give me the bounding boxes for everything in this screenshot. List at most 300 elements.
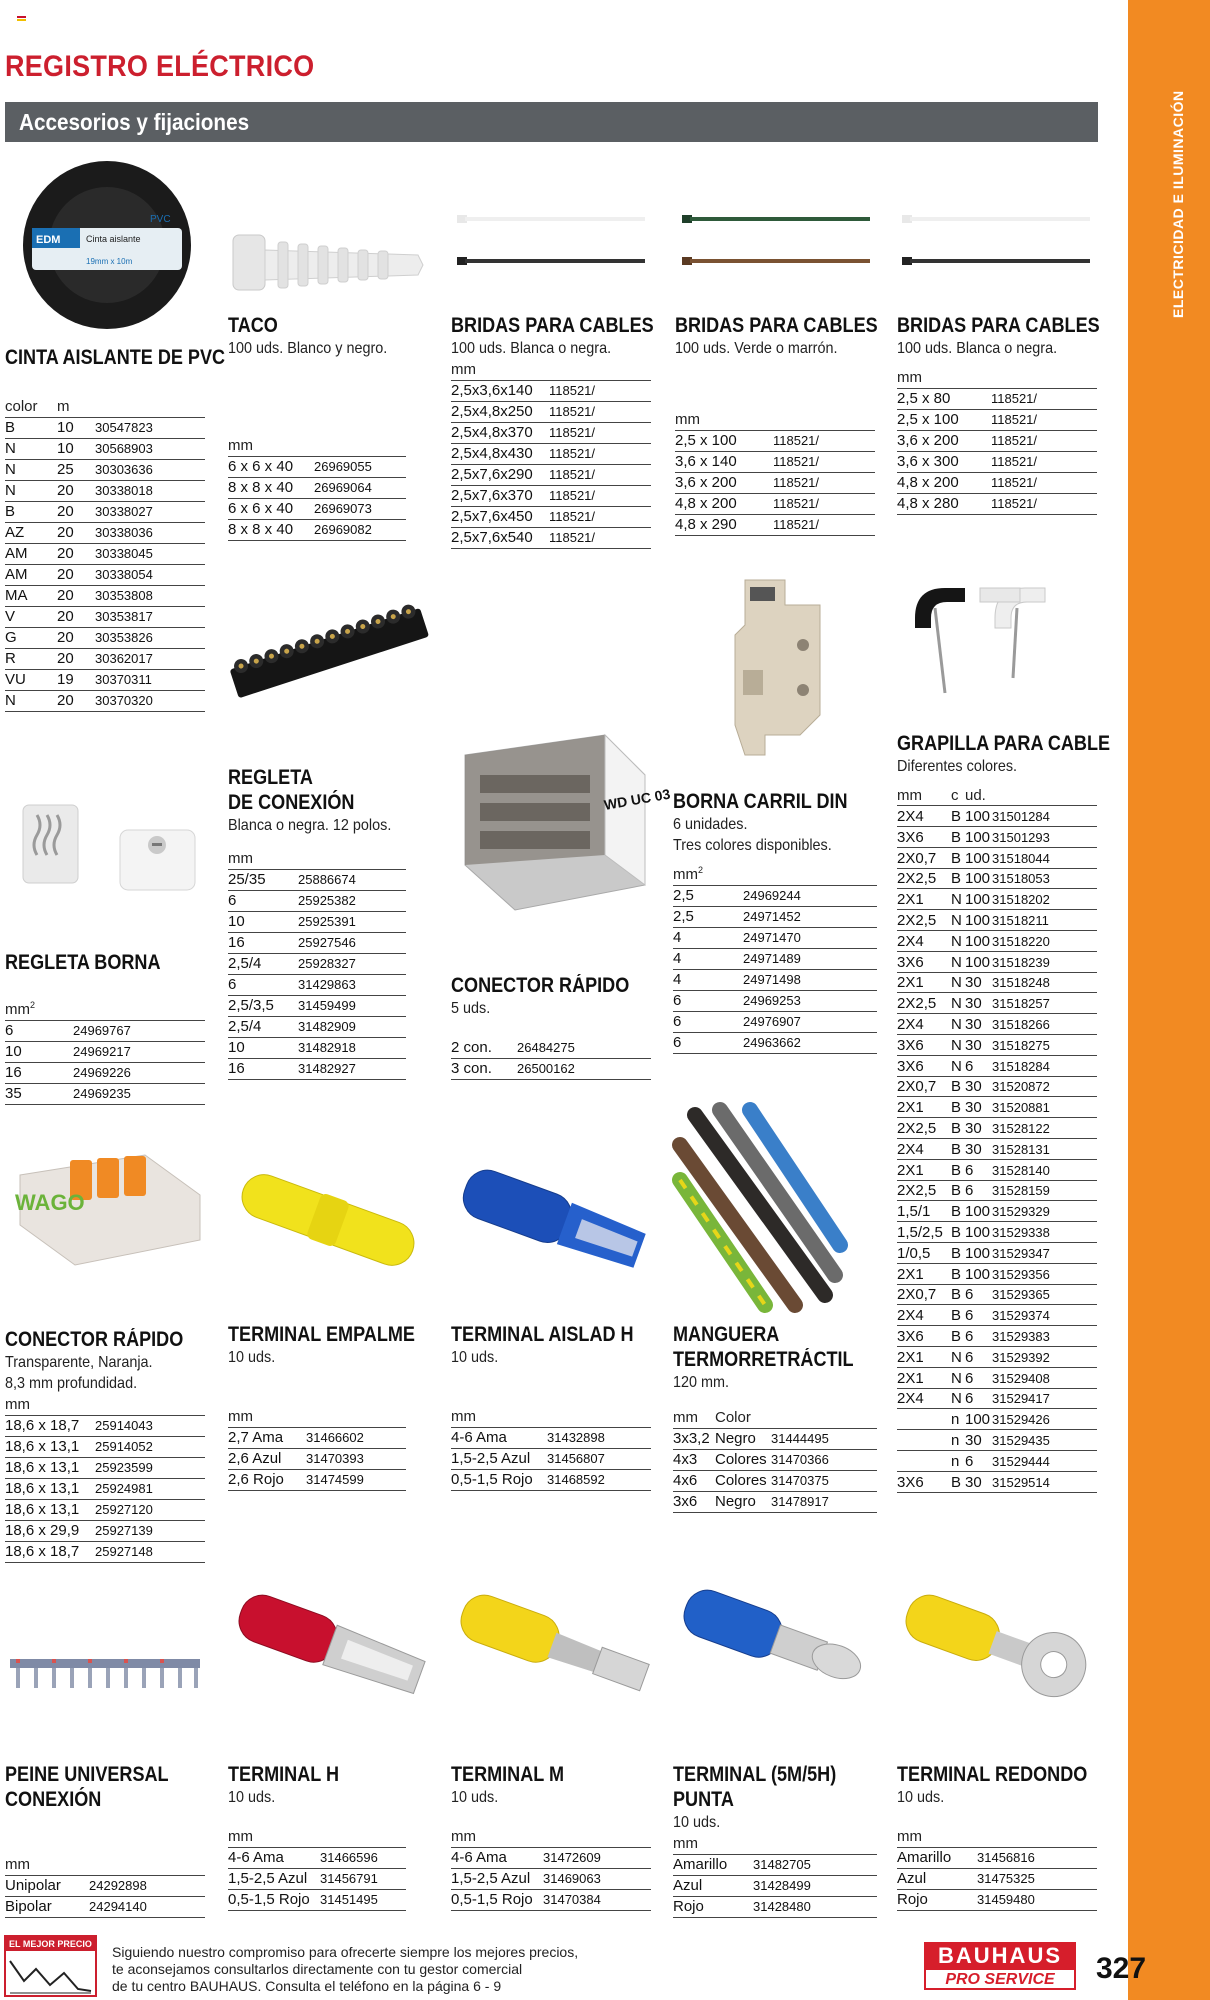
table-row: G 20 30353826 xyxy=(5,627,205,648)
product-desc: 10 uds. xyxy=(228,1789,276,1806)
product-name: CONECTOR RÁPIDO xyxy=(451,974,630,997)
table-row: 6 24969253 xyxy=(673,991,877,1012)
table-cell: B xyxy=(951,1201,965,1222)
table-row: R 20 30362017 xyxy=(5,648,205,669)
table-cell: 31529383 xyxy=(992,1326,1097,1347)
product-name-2: PUNTA xyxy=(673,1788,734,1811)
table-row xyxy=(897,1367,1097,1388)
table-cell: B xyxy=(951,1305,965,1326)
table-cell: 100 xyxy=(965,806,992,827)
product-name: TERMINAL REDONDO xyxy=(897,1763,1088,1786)
table-cell: 100 xyxy=(965,951,992,972)
section-bar xyxy=(5,102,1098,142)
table-cell: 31518053 xyxy=(992,868,1097,889)
product-name-2: CONEXIÓN xyxy=(5,1788,102,1811)
spec-table: mm 25/35 25886674 6 25925382 10 25925391 16 25927546 2,5/4 25928327 6 31429863 2,5/3,5 31459499 2,5/4 31482909 10 31482918 16 31482927 xyxy=(228,848,406,1080)
table-cell: N xyxy=(951,972,965,993)
table-cell: B xyxy=(951,806,965,827)
table-cell: N xyxy=(951,910,965,931)
connector-label: WD UC 03 xyxy=(602,785,672,813)
product-name: TERMINAL (5M/5H) xyxy=(673,1763,837,1786)
table-row xyxy=(897,1139,1097,1160)
table-row xyxy=(897,1326,1097,1347)
table-cell: B xyxy=(951,1263,965,1284)
table-cell: 2X4 xyxy=(897,1305,951,1326)
heat-shrink-tubes-image xyxy=(675,1105,855,1305)
table-row: B 20 30338027 xyxy=(5,501,205,522)
table-cell: 6 xyxy=(965,1451,992,1472)
table-cell: 31528131 xyxy=(992,1139,1097,1160)
table-cell: 3X6 xyxy=(897,1035,951,1056)
table-row: 10 24969217 xyxy=(5,1042,205,1063)
table-row: 2,6 Azul 31470393 xyxy=(228,1448,406,1469)
table-row xyxy=(897,993,1097,1014)
table-row xyxy=(897,1284,1097,1305)
table-row: MA 20 30353808 xyxy=(5,585,205,606)
table-row: 2,5/4 31482909 xyxy=(228,1016,406,1037)
table-cell: 2X4 xyxy=(897,931,951,952)
table-row: 2,5x4,8x250 118521/ xyxy=(451,401,651,422)
table-cell: N xyxy=(951,1014,965,1035)
table-cell: N xyxy=(951,1055,965,1076)
product-name: BORNA CARRIL DIN xyxy=(673,790,848,813)
table-cell: 100 xyxy=(965,1201,992,1222)
product-desc-2: Tres colores disponibles. xyxy=(673,837,832,854)
table-row: 3x3,2 Negro 31444495 xyxy=(673,1428,877,1449)
product-name: REGLETA BORNA xyxy=(5,951,161,974)
product-grapilla xyxy=(897,731,1145,1493)
cable-clip-image xyxy=(905,578,1085,698)
table-row xyxy=(897,951,1097,972)
table-row: Rojo 31428480 xyxy=(673,1896,877,1917)
table-row: 4-6 Ama 31466596 xyxy=(228,1847,406,1868)
table-row: Amarillo 31482705 xyxy=(673,1854,877,1875)
product-conector-rapido xyxy=(451,973,658,1080)
table-row: 4x6 Colores 31470375 xyxy=(673,1470,877,1491)
product-desc: 120 mm. xyxy=(673,1374,730,1391)
table-cell xyxy=(897,1451,951,1472)
table-row: 2,5 x 100 118521/ xyxy=(675,430,875,451)
cable-ties-color-image xyxy=(680,210,875,270)
table-cell: 6 xyxy=(965,1367,992,1388)
spec-table: mm 18,6 x 18,7 25914043 18,6 x 13,1 25914052 18,6 x 13,1 25923599 18,6 x 13,1 25924981 18,6 x 13,1 25927120 18,6 x 29,9 25927139 18,6 x 18,7 25927148 xyxy=(5,1394,205,1563)
table-cell: 31501293 xyxy=(992,827,1097,848)
table-cell: N xyxy=(951,1347,965,1368)
table-row: AZ 20 30338036 xyxy=(5,522,205,543)
table-row xyxy=(897,1388,1097,1409)
table-cell: 2X1 xyxy=(897,1367,951,1388)
table-row: Azul 31475325 xyxy=(897,1868,1097,1889)
table-row xyxy=(897,1347,1097,1368)
table-cell: 31529444 xyxy=(992,1451,1097,1472)
table-row xyxy=(897,1076,1097,1097)
table-cell: 31518248 xyxy=(992,972,1097,993)
table-cell: 3X6 xyxy=(897,1055,951,1076)
table-cell: B xyxy=(951,1243,965,1264)
table-cell: 100 xyxy=(965,889,992,910)
product-name: TACO xyxy=(228,314,278,337)
tape-pvc: PVC xyxy=(150,214,171,225)
bullet-terminal-image xyxy=(675,1580,880,1700)
table-cell: 2X2,5 xyxy=(897,993,951,1014)
table-cell: 31529435 xyxy=(992,1430,1097,1451)
table-cell: 31528140 xyxy=(992,1159,1097,1180)
table-cell: 3X6 xyxy=(897,827,951,848)
logo-top: BAUHAUS xyxy=(924,1942,1076,1970)
table-cell: 30 xyxy=(965,1471,992,1492)
table-row xyxy=(897,827,1097,848)
table-row xyxy=(897,1035,1097,1056)
product-bridas-1 xyxy=(451,313,687,549)
table-row xyxy=(897,1222,1097,1243)
table-row xyxy=(897,1430,1097,1451)
table-cell: 31529374 xyxy=(992,1305,1097,1326)
table-cell: 30 xyxy=(965,1430,992,1451)
best-price-label: EL MEJOR PRECIO xyxy=(6,1937,95,1951)
table-row: 6 x 6 x 40 26969073 xyxy=(228,498,406,519)
footer-note: Siguiendo nuestro compromiso para ofrecerte siempre los mejores precios, te aconsejamos consultarlos directamente con tu gestor comercial de tu centro BAUHAUS. Consulta el teléfono en la página 6 - 9 xyxy=(112,1944,579,1994)
table-cell: N xyxy=(951,951,965,972)
table-row: 2,5x4,8x370 118521/ xyxy=(451,422,651,443)
table-row: 18,6 x 13,1 25914052 xyxy=(5,1436,205,1457)
table-row: 4 24971470 xyxy=(673,928,877,949)
table-cell: 31529338 xyxy=(992,1222,1097,1243)
table-cell: 2X1 xyxy=(897,972,951,993)
product-terminal-punta xyxy=(673,1762,877,1918)
table-row: 0,5-1,5 Rojo 31468592 xyxy=(451,1469,651,1490)
table-cell: N xyxy=(951,993,965,1014)
table-row xyxy=(897,868,1097,889)
table-cell: 100 xyxy=(965,1409,992,1430)
table-cell: 1,5/2,5 xyxy=(897,1222,951,1243)
tape-roll-image xyxy=(22,160,192,330)
table-cell: 1/0,5 xyxy=(897,1243,951,1264)
table-row: N 25 30303636 xyxy=(5,459,205,480)
product-terminal-h xyxy=(228,1762,406,1911)
table-cell: 31528159 xyxy=(992,1180,1097,1201)
table-cell: 31518044 xyxy=(992,847,1097,868)
table-row: Azul 31428499 xyxy=(673,1875,877,1896)
spec-table: mm 6 x 6 x 40 26969055 8 x 8 x 40 26969064 6 x 6 x 40 26969073 8 x 8 x 40 26969082 xyxy=(228,435,406,541)
table-cell: N xyxy=(951,1367,965,1388)
table-row: N 20 30338018 xyxy=(5,480,205,501)
busbar-comb-image xyxy=(8,1655,203,1695)
table-row: 2,5 x 100 118521/ xyxy=(897,409,1097,430)
product-regleta-conexion xyxy=(228,765,409,1080)
spec-table: mm Amarillo 31482705 Azul 31428499 Rojo 31428480 xyxy=(673,1833,877,1918)
spec-table: mm Amarillo 31456816 Azul 31475325 Rojo 31459480 xyxy=(897,1826,1097,1911)
table-row xyxy=(897,1263,1097,1284)
table-cell: B xyxy=(951,1222,965,1243)
table-cell: 30 xyxy=(965,1139,992,1160)
spec-table: mm 2,5 x 100 118521/ 3,6 x 140 118521/ 3,6 x 200 118521/ 4,8 x 200 118521/ 4,8 x 290 118521/ xyxy=(675,409,875,536)
table-row: 2,6 Rojo 31474599 xyxy=(228,1469,406,1490)
product-desc: 10 uds. xyxy=(451,1349,499,1366)
table-cell: 31518266 xyxy=(992,1014,1097,1035)
table-cell: 2X1 xyxy=(897,1347,951,1368)
spec-table: color m B 10 30547823 N 10 30568903 N 25 30303636 N 20 30338018 B 20 30338027 AZ 20 30338036 AM 20 30338045 AM 20 30338054 MA 20 30353808 V 20 30353817 G 20 30353826 R 20 30362017 VU 19 30370311 N 20 30370320 xyxy=(5,396,205,712)
bauhaus-logo xyxy=(924,1942,1076,1992)
table-cell: 2X4 xyxy=(897,1388,951,1409)
table-row: 4 24971489 xyxy=(673,949,877,970)
product-desc: 10 uds. xyxy=(228,1349,276,1366)
table-cell: 2X0,7 xyxy=(897,1284,951,1305)
table-cell: 6 xyxy=(965,1326,992,1347)
table-cell: 31501284 xyxy=(992,806,1097,827)
table-row xyxy=(897,1409,1097,1430)
table-row: 10 31482918 xyxy=(228,1037,406,1058)
product-name: TERMINAL AISLAD H xyxy=(451,1323,634,1346)
table-row: 4,8 x 200 118521/ xyxy=(897,472,1097,493)
product-terminal-empalme xyxy=(228,1322,445,1491)
table-row xyxy=(897,1097,1097,1118)
table-row xyxy=(897,1180,1097,1201)
table-cell: 3X6 xyxy=(897,1471,951,1492)
table-row: 2,5 x 80 118521/ xyxy=(897,388,1097,409)
table-row: 4,8 x 200 118521/ xyxy=(675,493,875,514)
table-row: 2 con. 26484275 xyxy=(451,1037,651,1058)
din-rail-terminal-image xyxy=(725,575,835,760)
table-row xyxy=(897,847,1097,868)
table-row: 2,5/3,5 31459499 xyxy=(228,995,406,1016)
table-cell: 6 xyxy=(965,1284,992,1305)
table-cell: 30 xyxy=(965,993,992,1014)
spec-table: mm Color 3x3,2 Negro 31444495 4x3 Colores 31470366 4x6 Colores 31470375 3x6 Negro 31478917 xyxy=(673,1407,877,1513)
table-cell: 2X0,7 xyxy=(897,847,951,868)
table-row: 3 con. 26500162 xyxy=(451,1058,651,1079)
product-name: REGLETA xyxy=(228,766,313,789)
table-cell: 31529426 xyxy=(992,1409,1097,1430)
flag-icon xyxy=(17,16,26,23)
table-cell: 100 xyxy=(965,868,992,889)
product-bridas-2 xyxy=(675,313,911,536)
table-row: N 10 30568903 xyxy=(5,438,205,459)
logo-bottom: PRO SERVICE xyxy=(924,1970,1076,1990)
table-cell: 100 xyxy=(965,931,992,952)
table-cell: 31528122 xyxy=(992,1118,1097,1139)
side-label: ELECTRICIDAD E ILUMINACIÓN xyxy=(1170,90,1186,318)
product-name: CONECTOR RÁPIDO xyxy=(5,1328,184,1351)
spec-table: mm 2,7 Ama 31466602 2,6 Azul 31470393 2,6 Rojo 31474599 xyxy=(228,1406,406,1491)
product-desc: 100 uds. Verde o marrón. xyxy=(675,340,838,357)
table-cell: 30 xyxy=(965,1076,992,1097)
table-row: 2,7 Ama 31466602 xyxy=(228,1427,406,1448)
product-desc: Transparente, Naranja. xyxy=(5,1354,153,1371)
table-row xyxy=(897,1471,1097,1492)
table-row: 6 24976907 xyxy=(673,1012,877,1033)
table-cell: B xyxy=(951,1326,965,1347)
table-cell: B xyxy=(951,827,965,848)
table-row: 2,5 24971452 xyxy=(673,907,877,928)
price-trend-icon xyxy=(6,1951,95,1995)
product-taco xyxy=(228,313,406,541)
product-desc: 6 unidades. xyxy=(673,816,748,833)
terminal-block-image xyxy=(15,785,205,900)
table-row: 2,5x7,6x540 118521/ xyxy=(451,527,651,548)
product-name: TERMINAL H xyxy=(228,1763,340,1786)
table-row: 8 x 8 x 40 26969064 xyxy=(228,477,406,498)
product-desc-2: 8,3 mm profundidad. xyxy=(5,1375,138,1392)
product-peine xyxy=(5,1762,205,1918)
table-row xyxy=(897,1451,1097,1472)
table-cell: 30 xyxy=(965,972,992,993)
table-cell: n xyxy=(951,1430,965,1451)
product-desc: Blanca o negra. 12 polos. xyxy=(228,817,392,834)
table-cell xyxy=(897,1430,951,1451)
product-name-2: DE CONEXIÓN xyxy=(228,791,355,814)
table-row xyxy=(897,931,1097,952)
female-terminal-image xyxy=(455,1160,655,1280)
table-cell: 2X1 xyxy=(897,1097,951,1118)
product-name: BRIDAS PARA CABLES xyxy=(897,314,1100,337)
table-cell: 100 xyxy=(965,827,992,848)
table-cell: 31518220 xyxy=(992,931,1097,952)
table-cell: 2X4 xyxy=(897,806,951,827)
table-row: 4x3 Colores 31470366 xyxy=(673,1449,877,1470)
table-cell: 6 xyxy=(965,1305,992,1326)
table-cell: 31529514 xyxy=(992,1471,1097,1492)
tape-size: 19mm x 10m xyxy=(86,257,133,266)
page-number: 327 xyxy=(1096,1952,1147,1985)
table-cell: 31529408 xyxy=(992,1367,1097,1388)
table-row: Amarillo 31456816 xyxy=(897,1847,1097,1868)
table-cell: 3X6 xyxy=(897,951,951,972)
table-cell: 3X6 xyxy=(897,1326,951,1347)
table-row: 1,5-2,5 Azul 31456807 xyxy=(451,1448,651,1469)
spec-table xyxy=(451,1037,651,1080)
table-row: 2,5x3,6x140 118521/ xyxy=(451,380,651,401)
table-row xyxy=(897,806,1097,827)
spec-table: mm 4-6 Ama 31432898 1,5-2,5 Azul 31456807 0,5-1,5 Rojo 31468592 xyxy=(451,1406,651,1491)
table-row: 0,5-1,5 Rojo 31451495 xyxy=(228,1889,406,1910)
product-name: MANGUERA xyxy=(673,1323,780,1346)
table-row: 18,6 x 13,1 25927120 xyxy=(5,1499,205,1520)
table-row: 4,8 x 280 118521/ xyxy=(897,493,1097,514)
spec-table: $mm^2$ 2,5 24969244 2,5 24971452 4 24971470 4 24971489 4 24971498 6 24969253 6 24976907 6 24963662 xyxy=(673,860,877,1054)
product-name: GRAPILLA PARA CABLE xyxy=(897,732,1111,755)
table-cell: N xyxy=(951,1035,965,1056)
product-desc: 5 uds. xyxy=(451,1000,491,1017)
table-row: N 20 30370320 xyxy=(5,690,205,711)
table-cell: n xyxy=(951,1451,965,1472)
table-cell: 2X2,5 xyxy=(897,1118,951,1139)
table-row: 25/35 25886674 xyxy=(228,869,406,890)
table-row: AM 20 30338054 xyxy=(5,564,205,585)
table-row: V 20 30353817 xyxy=(5,606,205,627)
page-title: REGISTRO ELÉCTRICO xyxy=(5,50,315,83)
butt-connector-image xyxy=(228,1160,428,1280)
table-cell: 31520881 xyxy=(992,1097,1097,1118)
table-cell: 100 xyxy=(965,1243,992,1264)
table-cell: B xyxy=(951,1180,965,1201)
cable-ties-image xyxy=(455,210,650,270)
table-cell: 100 xyxy=(965,1222,992,1243)
product-borna-carril xyxy=(673,789,877,1054)
table-row: 16 25927546 xyxy=(228,932,406,953)
table-row: Unipolar 24292898 xyxy=(5,1875,205,1896)
table-cell: 31518284 xyxy=(992,1055,1097,1076)
table-cell: 31529392 xyxy=(992,1347,1097,1368)
wago-brand: WAGO xyxy=(15,1190,85,1215)
table-row: 1,5-2,5 Azul 31456791 xyxy=(228,1868,406,1889)
table-cell: B xyxy=(951,1118,965,1139)
product-cinta xyxy=(5,345,261,712)
table-cell: 6 xyxy=(965,1055,992,1076)
table-cell: B xyxy=(951,1471,965,1492)
red-female-terminal-image xyxy=(230,1580,435,1710)
table-cell: 31518257 xyxy=(992,993,1097,1014)
table-row: 2,5x7,6x450 118521/ xyxy=(451,506,651,527)
table-cell: 2X1 xyxy=(897,889,951,910)
table-cell: B xyxy=(951,1097,965,1118)
table-cell: 2X4 xyxy=(897,1014,951,1035)
table-cell: 2X2,5 xyxy=(897,868,951,889)
table-cell: 2X2,5 xyxy=(897,910,951,931)
table-cell: N xyxy=(951,889,965,910)
table-row: 8 x 8 x 40 26969082 xyxy=(228,519,406,540)
table-row xyxy=(897,910,1097,931)
tape-brand: EDM xyxy=(36,234,61,246)
yellow-male-terminal-image xyxy=(452,1580,657,1710)
table-row: 2,5x7,6x290 118521/ xyxy=(451,464,651,485)
table-row: 4 24971498 xyxy=(673,970,877,991)
table-cell: B xyxy=(951,847,965,868)
table-row xyxy=(897,1159,1097,1180)
table-cell: B xyxy=(951,868,965,889)
table-row: 6 24963662 xyxy=(673,1033,877,1054)
table-cell: 30 xyxy=(965,1014,992,1035)
table-cell: 6 xyxy=(965,1159,992,1180)
table-row: 6 24969767 xyxy=(5,1021,205,1042)
table-cell: 2X1 xyxy=(897,1159,951,1180)
table-row: 35 24969235 xyxy=(5,1084,205,1105)
table-cell: 30 xyxy=(965,1035,992,1056)
table-cell: 31518211 xyxy=(992,910,1097,931)
product-bridas-3 xyxy=(897,313,1133,515)
terminal-strip-image xyxy=(225,600,435,710)
table-cell: 31529356 xyxy=(992,1263,1097,1284)
table-cell xyxy=(897,1409,951,1430)
table-row: 3,6 x 140 118521/ xyxy=(675,451,875,472)
table-cell: 31529365 xyxy=(992,1284,1097,1305)
table-row: 6 31429863 xyxy=(228,974,406,995)
product-name-2: TERMORRETRÁCTIL xyxy=(673,1348,854,1371)
table-cell: 6 xyxy=(965,1347,992,1368)
table-row: 18,6 x 13,1 25923599 xyxy=(5,1457,205,1478)
table-row: B 10 30547823 xyxy=(5,417,205,438)
product-manguera xyxy=(673,1322,883,1513)
table-row: 0,5-1,5 Rojo 31470384 xyxy=(451,1889,651,1910)
table-row: 16 31482927 xyxy=(228,1058,406,1079)
spec-table: $mm^2$ 6 24969767 10 24969217 16 24969226 35 24969235 xyxy=(5,995,205,1105)
product-name: TERMINAL EMPALME xyxy=(228,1323,415,1346)
table-row xyxy=(897,1118,1097,1139)
table-cell: 100 xyxy=(965,910,992,931)
table-cell: 100 xyxy=(965,1263,992,1284)
product-desc: 10 uds. xyxy=(897,1789,945,1806)
table-cell: B xyxy=(951,1139,965,1160)
wago-connector-image xyxy=(5,1140,205,1270)
table-cell: 100 xyxy=(965,847,992,868)
wall-plug-image xyxy=(228,220,428,310)
table-cell: 31518275 xyxy=(992,1035,1097,1056)
table-row xyxy=(897,972,1097,993)
table-cell: 30 xyxy=(965,1097,992,1118)
table-row: 4-6 Ama 31432898 xyxy=(451,1427,651,1448)
product-desc: 10 uds. xyxy=(451,1789,499,1806)
table-cell: N xyxy=(951,931,965,952)
table-row: 1,5-2,5 Azul 31469063 xyxy=(451,1868,651,1889)
